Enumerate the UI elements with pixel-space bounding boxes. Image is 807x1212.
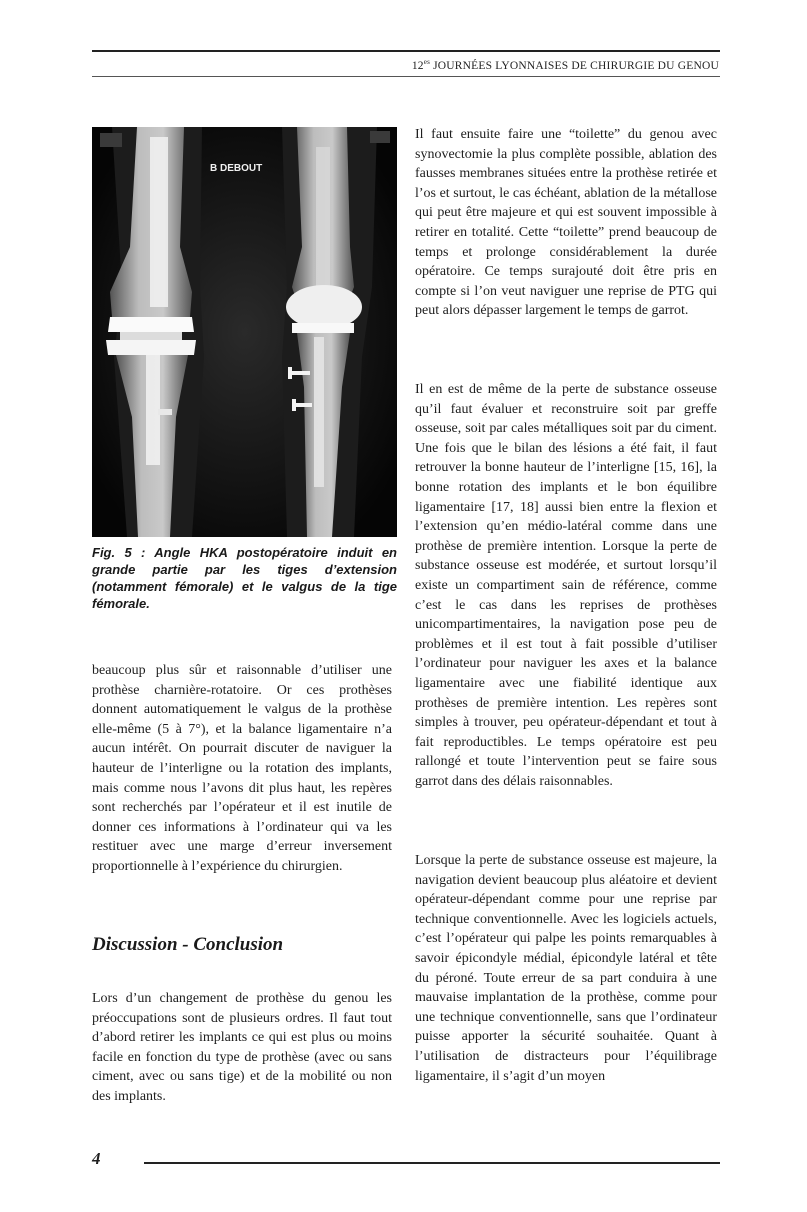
- header-bottom-rule: [92, 76, 720, 77]
- running-head-title: JOURNÉES LYONNAISES DE CHIRURGIE DU GENOU: [430, 59, 719, 72]
- left-paragraph-1: beaucoup plus sûr et raisonnable d’utiliser une prothèse charnière-rotatoire. Or ces prothèses donnent automatiquement le valgus de la prothèse elle-même (5 à 7°), et la balance ligamentaire n’a aucun intérêt. On pourrait discuter de naviguer la hauteur de l’interligne ou la rotation des implants, mais comme nous l’avons dit plus haut, les repères sont recherchés par l’opérateur et il est inutile de donner ces informations à l’ordinateur qui va les restituer avec une marge d’erreur inversement proportionnelle à l’expérience du chirurgien.: [92, 663, 392, 874]
- footer-rule: [144, 1162, 720, 1164]
- section-title: Discussion - Conclusion: [92, 934, 284, 955]
- page-number: 4: [92, 1149, 101, 1168]
- xray-figure: [92, 127, 397, 537]
- right-paragraph-2: Il en est de même de la perte de substance osseuse qu’il faut évaluer et reconstruire soit par greffe osseuse, soit par cales métalliques soit par du ciment. Une fois que le bilan des lésions a été fait, il faut retrouver la bonne hauteur de l’interligne [15, 16], la bonne rotation des implants et le bon équilibre ligamentaire [17, 18] aussi bien entre la flexion et l’extension qu’en médio-latéral comme dans une prothèse de première intention. Lorsque la perte de substance osseuse est modérée, et surtout lorsqu’il existe un compartiment sain de référence, comme c’est le cas dans les reprises de prothèses unicompartimentaires, la navigation pose peu de problèmes et il est tout à fait possible d’utiliser l’ordinateur pour naviguer les axes et la balance ligamentaire avec une fiabilité identique aux prothèses de première intention. Les repères sont simples à trouver, peu opérateur-dépendant et tout à fait reproductibles. Le temps opératoire est peu rallongé et toute l’intervention peut se faire sous garrot dans des délais raisonnables.: [415, 382, 717, 789]
- right-paragraph-1: Il faut ensuite faire une “toilette” du genou avec synovectomie la plus complète possible, ablation des fausses membranes situées entre la prothèse retirée et l’os et surtout, le cas échéant, ablation de la métallose qui peut être majeure et qui est souvent impossible à retirer en totalité. Cette “toilette” prend beaucoup de temps et prolonge considérablement la durée opératoire. Ce temps surajouté doit être pris en compte si l’on veut naviguer une reprise de PTG qui peut alors dépasser largement le temps de garrot.: [415, 127, 717, 319]
- right-paragraph-3: Lorsque la perte de substance osseuse est majeure, la navigation devient beaucoup plus aléatoire et devient opérateur-dépendant comme pour une reprise par technique conventionnelle. Avec les logiciels actuels, c’est l’opérateur qui palpe les points remarquables à savoir épicondyle médial, épicondyle latéral et tête du péroné. Toute erreur de sa part conduira à une mauvaise implantation de la prothèse, comme pour une technique conventionnelle, sans que l’ordinateur puisse apporter la sécurité souhaitée. Quant à l’utilisation de distracteurs pour l’équilibrage ligamentaire, il s’agit d’un moyen: [415, 853, 717, 1084]
- running-head-superscript: es: [423, 58, 430, 66]
- xray-label: B DEBOUT: [210, 163, 263, 174]
- figure-caption: Fig. 5 : Angle HKA postopératoire induit en grande partie par les tiges d’extension (notamment fémorale) et le valgus de la tige fémorale.: [92, 545, 397, 611]
- running-head-number: 12: [411, 59, 424, 72]
- left-paragraph-2: Lors d’un changement de prothèse du genou les préoccupations sont de plusieurs ordres. Il faut tout d’abord retirer les implants ce qui est plus ou moins facile en fonction du type de prothèse (avec ou sans ciment, avec ou sans tige) et de la mobilité ou non des implants.: [92, 991, 392, 1104]
- running-head: [412, 58, 719, 72]
- header-top-rule: [92, 50, 720, 52]
- knee-xray-image: [92, 127, 397, 537]
